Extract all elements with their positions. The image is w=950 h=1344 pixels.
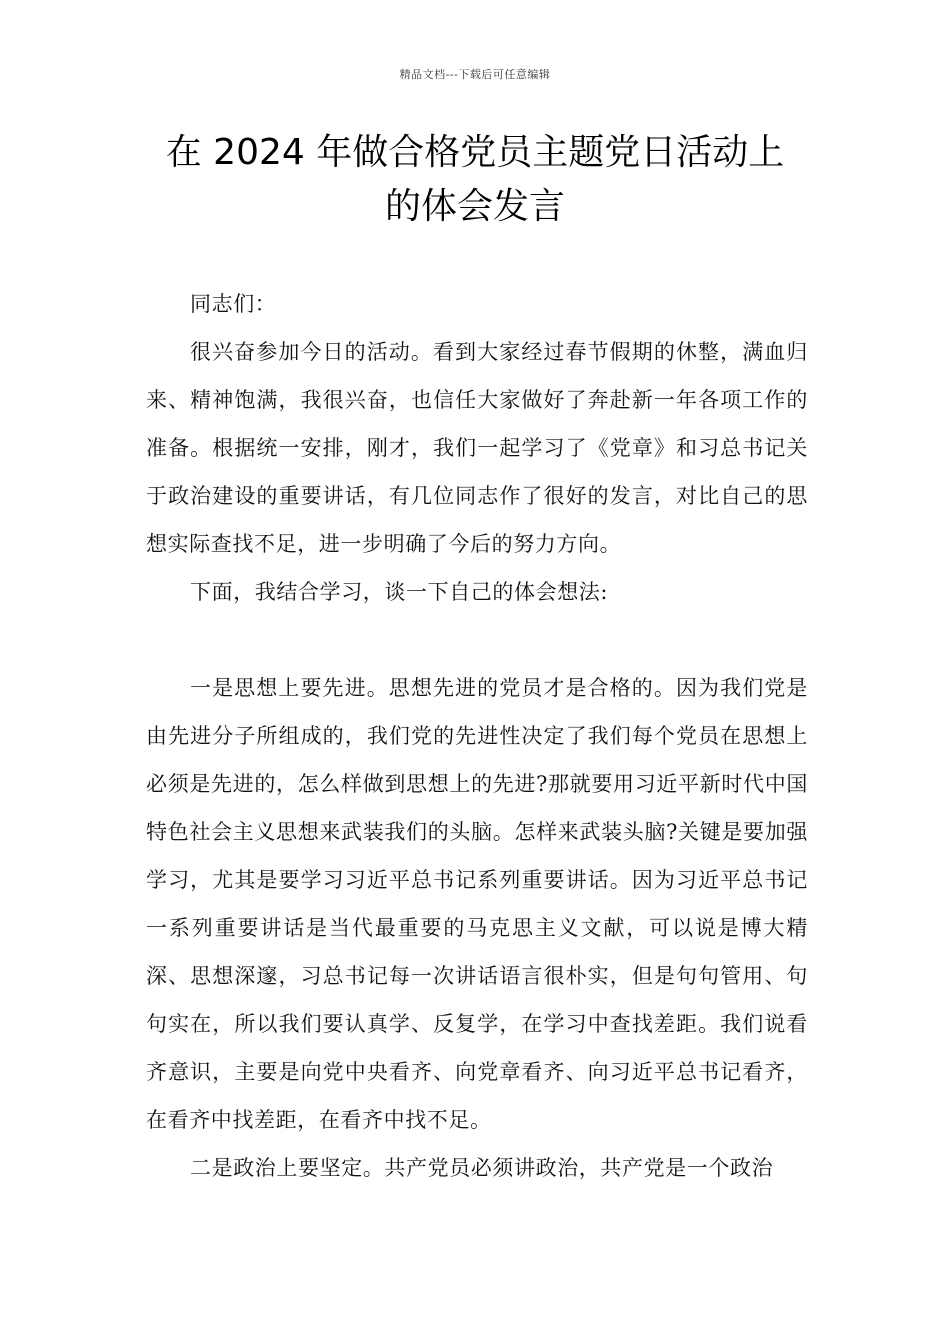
header-note: 精品文档---下载后可任意编辑 — [399, 68, 551, 81]
title-line-1: 在 2024 年做合格党员主题党日活动上 — [165, 132, 785, 173]
paragraph-point-one: 一是思想上要先进。思想先进的党员才是合格的。因为我们党是由先进分子所组成的，我们党的先进性决定了我们每个党员在思想上必须是先进的，怎么样做到思想上的先进?那就要用习近平新时代中国特色社会主义思想来武装我们的头脑。怎样来武装头脑?关键是要加强学习，尤其是要学习习近平总书记系列重要讲话。因为习近平总书记一系列重要讲话是当代最重要的马克思主义文献，可以说是博大精深、思想深邃，习总书记每一次讲话语言很朴实，但是句句管用、句句实在，所以我们要认真学、反复学，在学习中查找差距。我们说看齐意识，主要是向党中央看齐、向党章看齐、向习近平总书记看齐，在看齐中找差距，在看齐中找不足。 — [146, 676, 808, 1132]
salutation: 同志们： — [190, 292, 277, 316]
document-title — [140, 126, 810, 234]
paragraph-transition: 下面，我结合学习，谈一下自己的体会想法: — [190, 580, 609, 604]
paragraph-point-two: 二是政治上要坚定。共产党员必须讲政治，共产党是一个政治 — [190, 1156, 774, 1180]
paragraph-intro: 很兴奋参加今日的活动。看到大家经过春节假期的休整，满血归来、精神饱满，我很兴奋，也信任大家做好了奔赴新一年各项工作的准备。根据统一安排，刚才，我们一起学习了《党章》和习总书记关于政治建设的重要讲话，有几位同志作了很好的发言，对比自己的思想实际查找不足，进一步明确了今后的努力方向。 — [146, 340, 808, 556]
document-body — [146, 280, 808, 1192]
title-line-2: 的体会发言 — [384, 186, 565, 227]
